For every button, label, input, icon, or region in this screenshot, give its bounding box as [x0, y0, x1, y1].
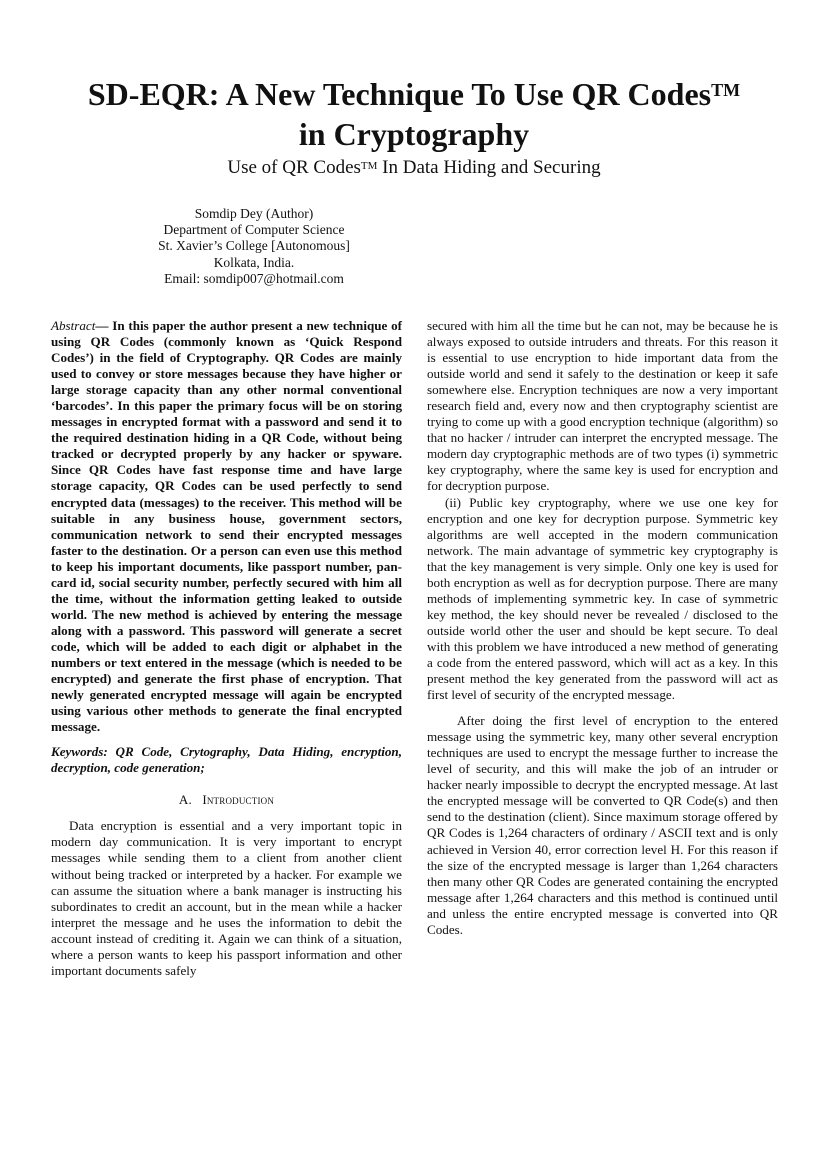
abstract-text: In this paper the author present a new technique of using QR Codes (commonly known as ‘Quick Respond Codes’) in the field of Cryptography. QR Codes are mainly used to convey or store messages because they have higher or large storage capacity than any other normal conventional ‘barcodes’. In this paper the primary focus will be on storing messages in encrypted format with a password and send it to the required destination hiding in a QR Code, without being tracked or decrypted properly by any hacker or spyware. Since QR Codes have fast response time and have large storage capacity, QR Codes can be used perfectly to send encrypted data (messages) to the receiver. This method will be suitable in any business house, government sectors, communication network to send their encrypted messages faster to the destination. Or a person can even use this method to keep his important documents, like passport number, pan-card id, social security number, perfectly secured with him all the time, without the information getting leaked to outside world. The new method is achieved by entering the message along with a password. This password will generate a secret code, which will be added to each digit or alphabet in the numbers or text entered in the message (which is needed to be encrypted) and generate the first phase of encryption. That newly generated encrypted message will again be encrypted using various other methods to generate the final encrypted message. [51, 318, 402, 735]
author-block [104, 206, 404, 287]
author-email: Email: somdip007@hotmail.com [164, 270, 344, 286]
paper-subtitle: Use of QR Codes™ In Data Hiding and Securing [227, 157, 601, 178]
right-column [427, 318, 778, 938]
trademark-mark: TM [711, 80, 741, 100]
left-column [51, 318, 402, 979]
title-line-1: SD-EQR: A New Technique To Use QR Codes™ [87, 76, 741, 112]
abstract-lead: Abstract [51, 318, 96, 333]
author-department: Department of Computer Science [163, 222, 345, 238]
author-city: Kolkata, India. [213, 254, 295, 270]
section-heading: A. Introduction [178, 792, 275, 808]
author-college: St. Xavier’s College [Autonomous] [158, 238, 350, 254]
author-name: Somdip Dey (Author) [194, 206, 314, 221]
body-paragraph-4: After doing the first level of encryption to the entered message using the symmetric key, many other several encryption techniques are used to encrypt the message further to increase the level of security, and this will make the job of an intruder or hacker nearly impossible to decrypt the encrypted message. At last the encrypted message will be converted to QR Code(s) and then send to the destination (client). Since maximum storage offered by QR Codes is 1,264 characters of ordinary / ASCII text and is only achieved in Version 40, error correction level H. For this reason if the size of the encrypted message is larger than 1,264 characters then many other QR Codes are generated containing the encrypted message after 1,264 characters and this method is continued until and unless the entire encrypted message is converted into QR Codes. [427, 713, 778, 937]
keywords: Keywords: QR Code, Crytography, Data Hiding, encryption, decryption, code generation; [51, 744, 402, 776]
abstract: Abstract— In this paper the author present a new technique of using QR Codes (commonly known as ‘Quick Respond Codes’) in the field of Cryptography. QR Codes are mainly used to convey or store messages because they have higher or large storage capacity than any other normal conventional ‘barcodes’. In this paper the primary focus will be on storing messages in encrypted format with a password and send it to the required destination hiding in a QR Code, without being tracked or decrypted properly by any hacker or spyware. Since QR Codes have fast response time and have large storage capacity, QR Codes can be used perfectly to send encrypted data (messages) to the receiver. This method will be suitable in any business house, government sectors, communication network to send their encrypted messages faster to the destination. Or a person can even use this method to keep his important documents, like passport number, pan-card id, social security number, perfectly secured with him all the time, without the information getting leaked to outside world. The new method is achieved by entering the message along with a password. This password will generate a secret code, which will be added to each digit or alphabet in the numbers or text entered in the message (which is needed to be encrypted) and generate the first phase of encryption. That newly generated encrypted message will again be encrypted using various other methods to generate the final encrypted message. [51, 318, 402, 735]
body-paragraph-1: Data encryption is essential and a very important topic in modern day communication. It is very important to encrypt messages while sending them to a client from another client without being tracked or interpreted by a hacker. For example we can assume the situation where a bank manager is instructing his subordinates to credit an account, but in the mean while a hacker interpret the message and he uses the information to debit the account instead of crediting it. Again we can think of a situation, where a person wants to keep his passport information and other important documents safely [51, 818, 402, 978]
subtitle-trademark-mark: TM [360, 160, 378, 172]
body-paragraph-2: secured with him all the time but he can not, may be because he is always exposed to outside intruders and threats. For this reason it is essential to use encryption to hide important data from the outside world and send it safely to the destination or keep it safe somewhere else. Encryption techniques are now a very important research field and, every now and then cryptography scientist are trying to come up with a good encryption technique (algorithm) so that no hacker / intruder can interpret the encrypted message. The modern day cryptographic methods are of two types (i) symmetric key cryptography, where the same key is used for encryption and for decryption purpose. [427, 318, 778, 494]
body-paragraph-3: (ii) Public key cryptography, where we use one key for encryption and one key for decryption purpose. Symmetric key algorithms are well accepted in the modern communication network. The main advantage of symmetric key cryptography is that the key management is very simple. Only one key is used for both encryption as well as for decryption purpose. There are many methods of implementing symmetric key. In case of symmetric key method, the key should never be revealed / disclosed to the outside world other the user and should be kept secure. To deal with this problem we have introduced a new method of generating a code from the entered password, which will act as a key. In this present method the key generated from the password will act as first level of security of the encrypted message. [427, 494, 778, 703]
paper-title [0, 74, 828, 154]
title-line-2: in Cryptography [298, 116, 530, 152]
